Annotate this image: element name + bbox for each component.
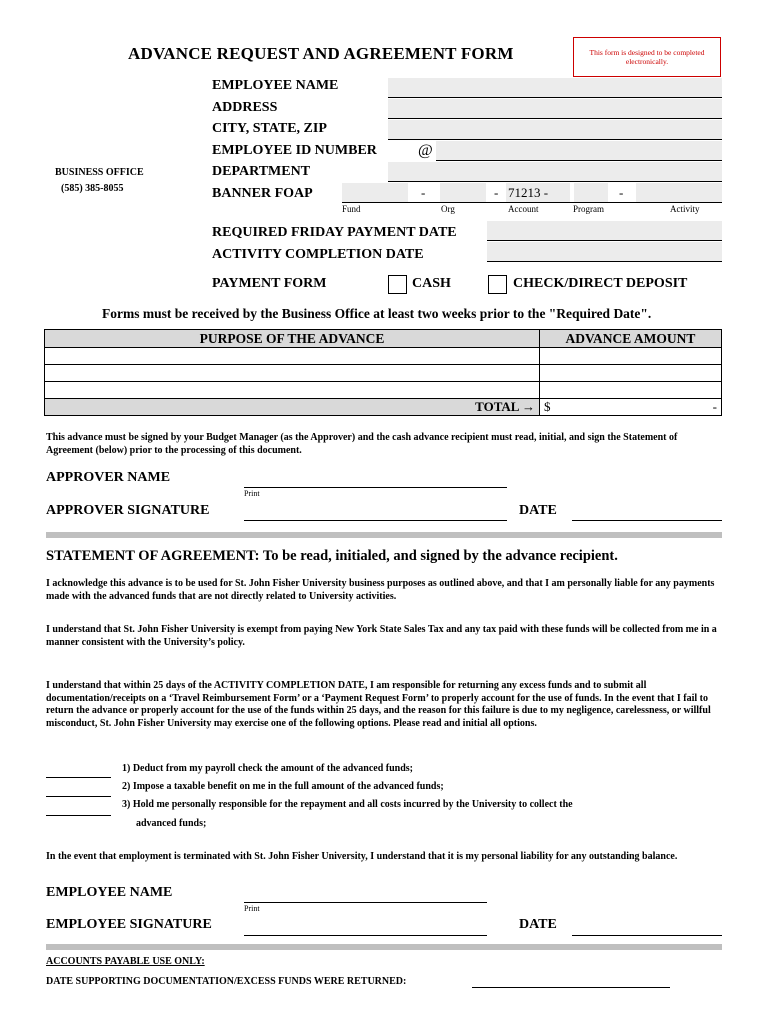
table-header-row <box>45 330 722 348</box>
returned-date-label: DATE SUPPORTING DOCUMENTATION/EXCESS FUNDS WERE RETURNED: <box>46 976 407 987</box>
employee-name-field[interactable] <box>388 78 722 98</box>
print-hint: Print <box>244 489 260 498</box>
total-row <box>45 399 722 416</box>
required-date-field[interactable] <box>487 221 722 241</box>
total-amount-cell <box>540 399 722 416</box>
employee-name-line[interactable] <box>244 902 487 903</box>
electronic-notice: This form is designed to be completed electronically. <box>573 37 721 77</box>
employee-id-field[interactable] <box>436 141 722 161</box>
agreement-paragraph-3: I understand that within 25 days of the ACTIVITY COMPLETION DATE, I am responsible for returning any excess funds and to submit all documentation/receipts on a ‘Travel Reimbursement Form’ or a ‘Payment Request Form’ to properly account for the use of funds. In the event that I fail to return the advance or properly account for the use of the funds within 25 days, and the reason for this failure is due to my negligence, carelessness, or willful misconduct, St. John Fisher University may exercise one of the following options. Please read and initial all options. <box>46 680 711 729</box>
purpose-cell[interactable] <box>45 348 540 365</box>
employee-id-label: EMPLOYEE ID NUMBER <box>212 143 377 158</box>
address-field[interactable] <box>388 99 722 119</box>
approver-signature-line[interactable] <box>244 520 507 521</box>
purpose-cell[interactable] <box>45 365 540 382</box>
table-row <box>45 348 722 365</box>
cash-label: CASH <box>412 276 451 291</box>
total-value: - <box>712 399 717 414</box>
city-state-zip-label: CITY, STATE, ZIP <box>212 121 327 136</box>
agreement-paragraph-1: I acknowledge this advance is to be used for St. John Fisher University business purposes as outlined above, and that I am personally liable for any payments made with the advanced funds that are not directly related to University activities. <box>46 578 715 602</box>
accounts-payable-heading: ACCOUNTS PAYABLE USE ONLY: <box>46 956 205 967</box>
approver-date-label: DATE <box>519 503 557 518</box>
cash-checkbox[interactable] <box>388 275 407 294</box>
foap-account-value: 71213 - <box>508 185 549 200</box>
employee-signature-label: EMPLOYEE SIGNATURE <box>46 917 212 932</box>
employee-date-label: DATE <box>519 917 557 932</box>
deadline-note: Forms must be received by the Business Office at least two weeks prior to the "Required Date". <box>102 306 652 321</box>
foap-account-caption: Account <box>508 204 539 214</box>
approver-signature-label: APPROVER SIGNATURE <box>46 503 210 518</box>
amount-cell[interactable] <box>540 382 722 399</box>
department-field[interactable] <box>388 162 722 182</box>
print-hint: Print <box>244 904 260 913</box>
check-deposit-label: CHECK/DIRECT DEPOSIT <box>513 276 688 291</box>
employee-name-label: EMPLOYEE NAME <box>212 78 339 93</box>
foap-org-caption: Org <box>441 204 455 214</box>
address-label: ADDRESS <box>212 100 278 115</box>
purpose-table <box>44 329 722 416</box>
agreement-paragraph-2: I understand that St. John Fisher University is exempt from paying New York State Sales Tax and any tax paid with these funds will be collected from me in a manner consistent with the University’s policy. <box>46 624 717 648</box>
section-divider <box>46 944 722 950</box>
employee-name-sign-label: EMPLOYEE NAME <box>46 885 173 900</box>
check-deposit-checkbox[interactable] <box>488 275 507 294</box>
agreement-paragraph-4: In the event that employment is terminated with St. John Fisher University, I understand that it is my personal liability for any outstanding balance. <box>46 851 678 862</box>
section-divider <box>46 532 722 538</box>
option-2: 2) Impose a taxable benefit on me in the full amount of the advanced funds; <box>122 781 444 792</box>
option-3: 3) Hold me personally responsible for the repayment and all costs incurred by the University to collect the <box>122 799 573 810</box>
employee-signature-line[interactable] <box>244 935 487 936</box>
option-3-continued: advanced funds; <box>136 818 207 829</box>
approver-name-line[interactable] <box>244 487 507 488</box>
foap-fund-caption: Fund <box>342 204 361 214</box>
approver-date-line[interactable] <box>572 520 722 521</box>
amount-cell[interactable] <box>540 348 722 365</box>
initial-line-1[interactable] <box>46 777 111 778</box>
completion-date-field[interactable] <box>487 242 722 262</box>
foap-org-field[interactable] <box>440 183 486 202</box>
total-currency: $ <box>544 399 551 414</box>
returned-date-line[interactable] <box>472 987 670 988</box>
approver-name-label: APPROVER NAME <box>46 470 171 485</box>
foap-fund-field[interactable] <box>342 183 408 202</box>
amount-header: ADVANCE AMOUNT <box>540 330 722 348</box>
foap-activity-field[interactable] <box>636 183 722 202</box>
agreement-heading: STATEMENT OF AGREEMENT: To be read, initialed, and signed by the advance recipient. <box>46 548 618 564</box>
table-row <box>45 382 722 399</box>
total-label: TOTAL → <box>45 399 540 416</box>
foap-separator: - <box>619 185 624 200</box>
employee-date-line[interactable] <box>572 935 722 936</box>
required-date-label: REQUIRED FRIDAY PAYMENT DATE <box>212 225 457 240</box>
business-office-phone: (585) 385-8055 <box>61 183 124 194</box>
foap-program-field[interactable] <box>574 183 608 202</box>
form-title: ADVANCE REQUEST AND AGREEMENT FORM <box>128 44 514 63</box>
approval-instructions: This advance must be signed by your Budget Manager (as the Approver) and the cash advance recipient must read, initial, and sign the Statement of Agreement (below) prior to the processing of this document. <box>46 432 678 456</box>
option-1: 1) Deduct from my payroll check the amount of the advanced funds; <box>122 763 414 774</box>
initial-line-2[interactable] <box>46 796 111 797</box>
purpose-cell[interactable] <box>45 382 540 399</box>
foap-separator: - <box>494 185 499 200</box>
banner-foap-label: BANNER FOAP <box>212 186 313 201</box>
table-row <box>45 365 722 382</box>
purpose-header: PURPOSE OF THE ADVANCE <box>45 330 540 348</box>
department-label: DEPARTMENT <box>212 164 311 179</box>
business-office-label: BUSINESS OFFICE <box>55 167 144 178</box>
completion-date-label: ACTIVITY COMPLETION DATE <box>212 247 424 262</box>
city-state-zip-field[interactable] <box>388 120 722 140</box>
amount-cell[interactable] <box>540 365 722 382</box>
initial-line-3[interactable] <box>46 815 111 816</box>
employee-id-prefix: @ <box>418 142 433 159</box>
foap-underline <box>342 202 722 203</box>
payment-form-label: PAYMENT FORM <box>212 276 327 291</box>
foap-activity-caption: Activity <box>670 204 700 214</box>
foap-program-caption: Program <box>573 204 604 214</box>
foap-separator: - <box>421 185 426 200</box>
